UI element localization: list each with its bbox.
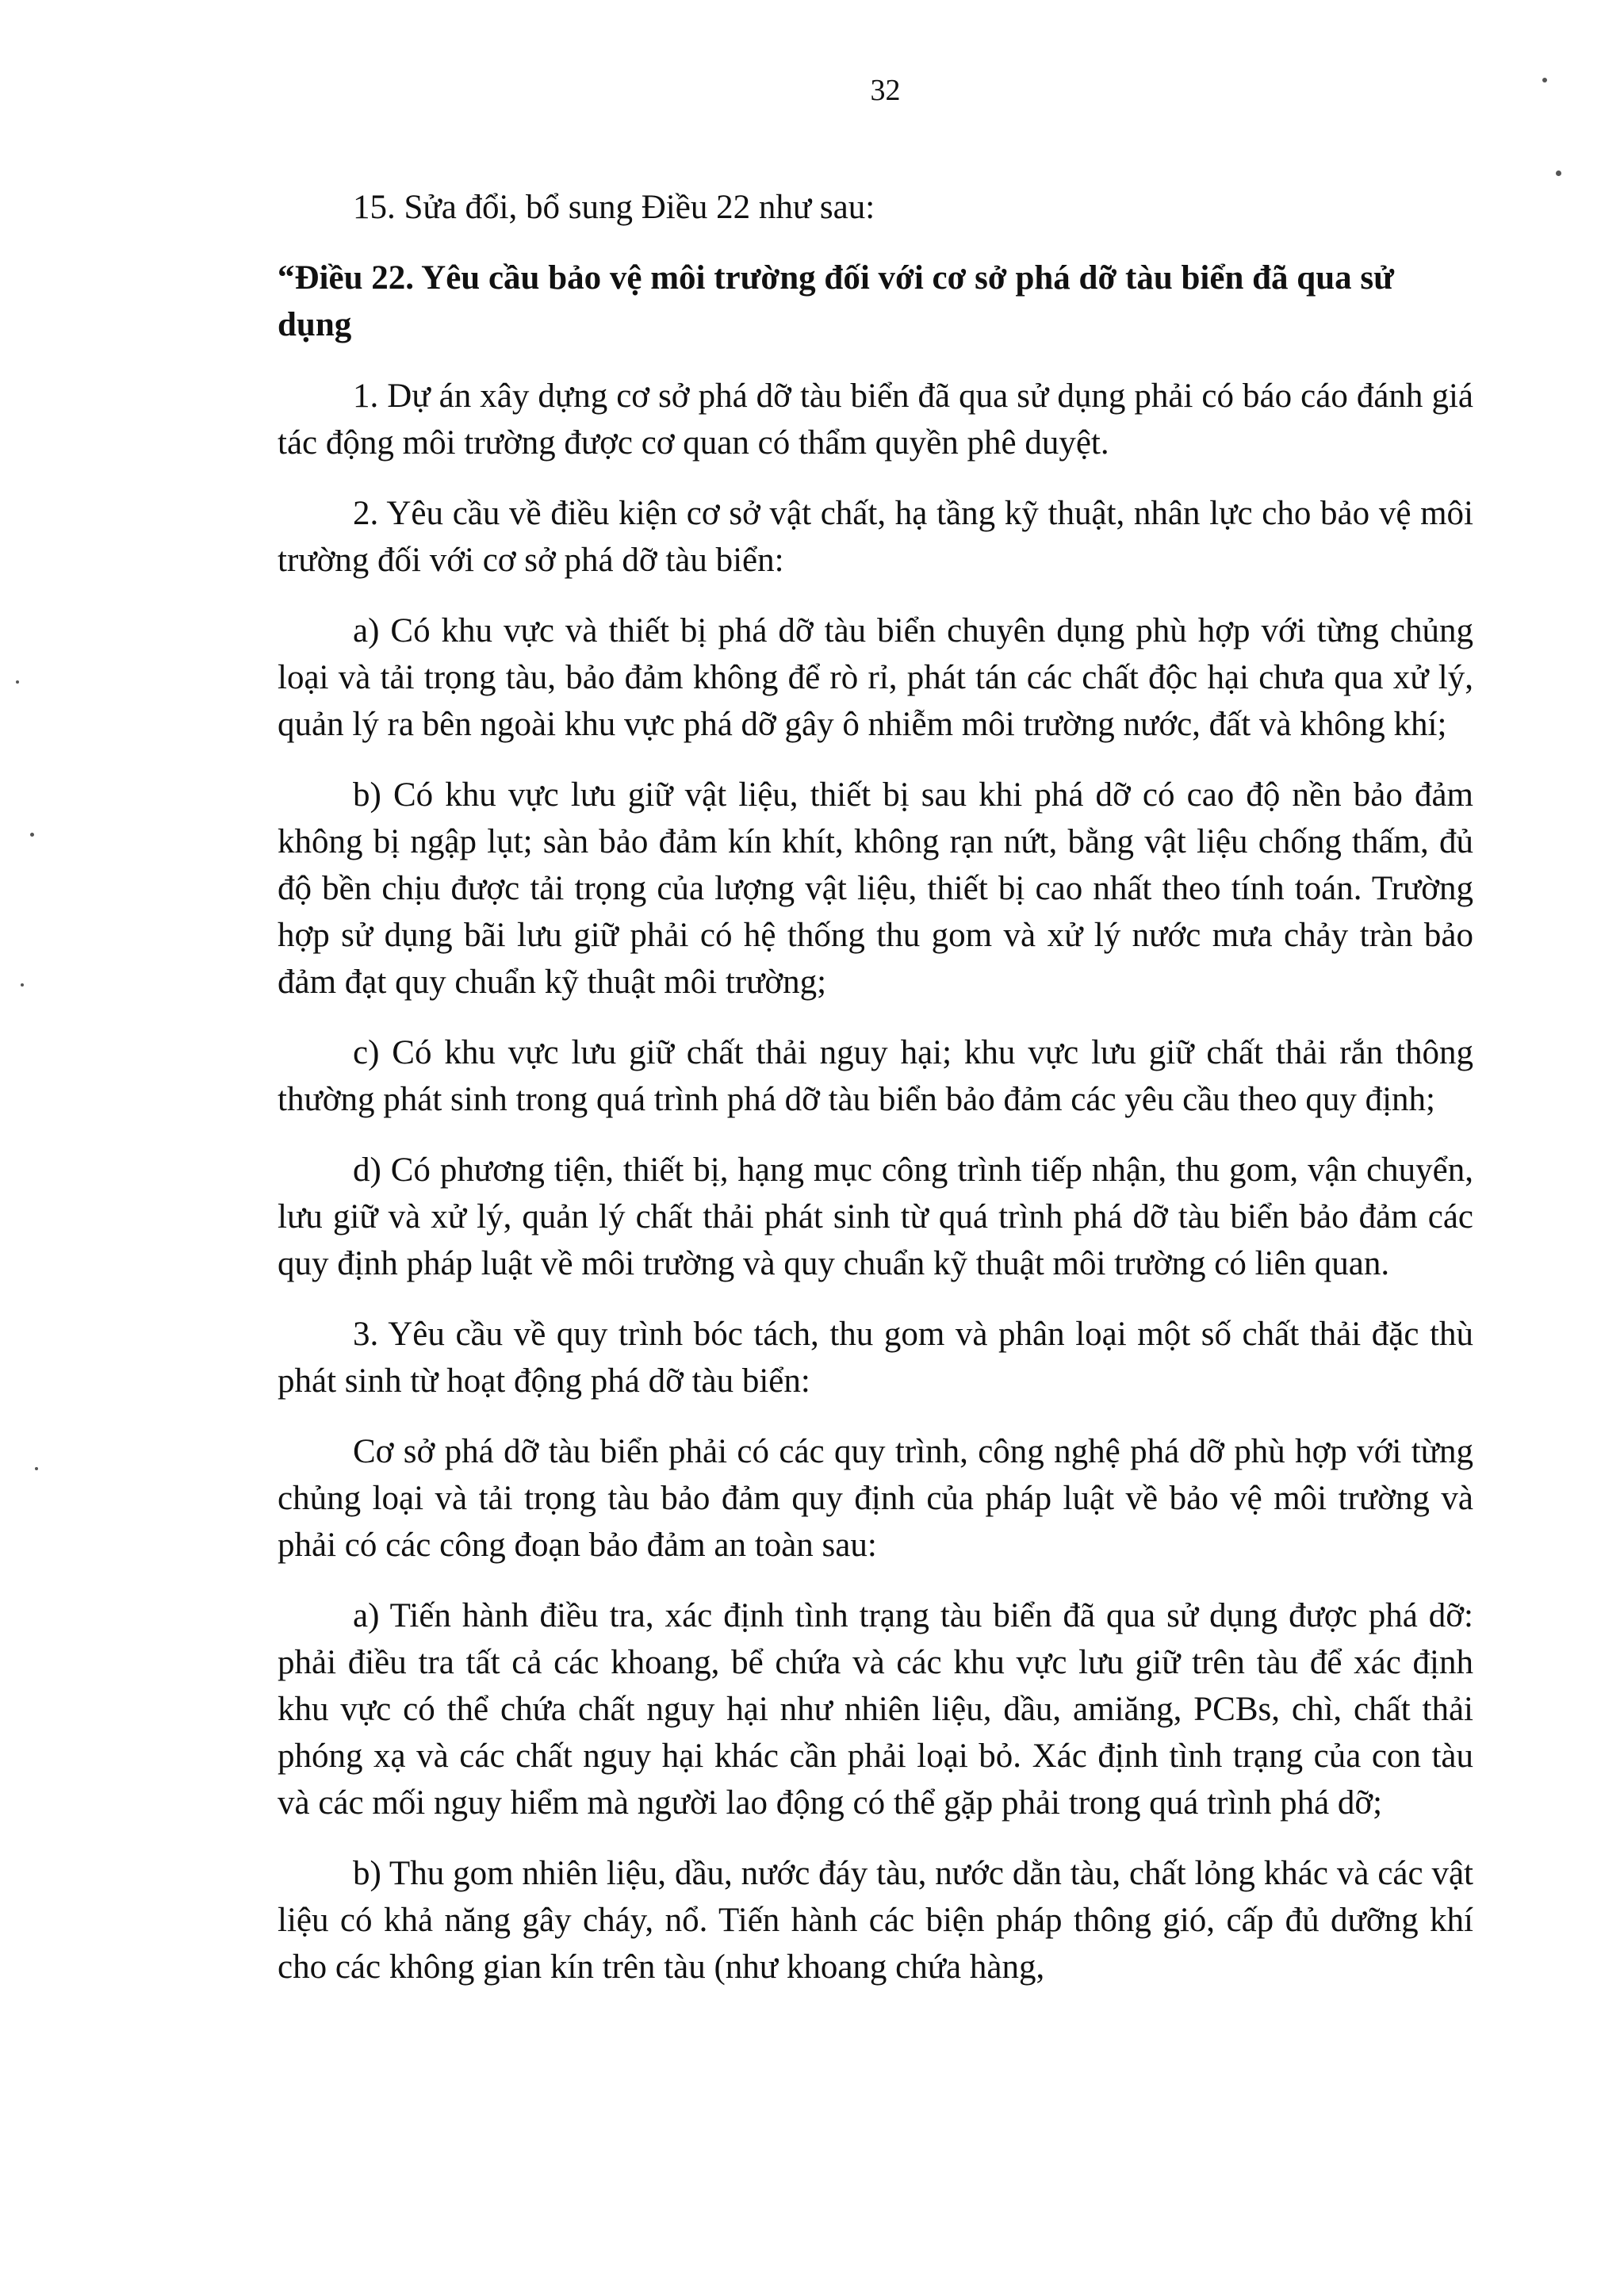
paragraph-clause-3a: a) Tiến hành điều tra, xác định tình trạng tàu biển đã qua sử dụng được phá dỡ: phải điều tra tất cả các khoang, bể chứa và các khu vực lưu giữ trên tàu để xác định khu vực có thể chứa chất nguy hại như nhiên liệu, dầu, amiăng, PCBs, chì, chất thải phóng xạ và các chất nguy hại khác cần phải loại bỏ. Xác định tình trạng của con tàu và các mối nguy hiểm mà người lao động có thể gặp phải trong quá trình phá dỡ;	[278, 1597, 1473, 1822]
paragraph-amendment-15: 15. Sửa đổi, bổ sung Điều 22 như sau:	[353, 189, 875, 226]
scan-speck	[35, 1467, 38, 1470]
scan-speck	[21, 983, 24, 987]
paragraph-clause-3-intro: Cơ sở phá dỡ tàu biển phải có các quy trình, công nghệ phá dỡ phù hợp với từng chủng loại và tải trọng tàu bảo đảm quy định của pháp luật về bảo vệ môi trường và phải có các công đoạn bảo đảm an toàn sau:	[278, 1433, 1473, 1564]
paragraph-clause-3b: b) Thu gom nhiên liệu, dầu, nước đáy tàu, nước dằn tàu, chất lỏng khác và các vật liệu có khả năng gây cháy, nổ. Tiến hành các biện pháp thông gió, cấp đủ dưỡng khí cho các không gian kín trên tàu (như khoang chứa hàng,	[278, 1855, 1473, 1986]
paragraph-clause-2c: c) Có khu vực lưu giữ chất thải nguy hại; khu vực lưu giữ chất thải rắn thông thường phát sinh trong quá trình phá dỡ tàu biển bảo đảm các yêu cầu theo quy định;	[278, 1034, 1473, 1118]
paragraph-clause-2: 2. Yêu cầu về điều kiện cơ sở vật chất, hạ tầng kỹ thuật, nhân lực cho bảo vệ môi trường đối với cơ sở phá dỡ tàu biển:	[278, 495, 1473, 579]
document-body	[278, 184, 1473, 1990]
paragraph-clause-2a: a) Có khu vực và thiết bị phá dỡ tàu biển chuyên dụng phù hợp với từng chủng loại và tải trọng tàu, bảo đảm không để rò rỉ, phát tán các chất độc hại chưa qua xử lý, quản lý ra bên ngoài khu vực phá dỡ gây ô nhiễm môi trường nước, đất và không khí;	[278, 612, 1473, 743]
paragraph-clause-2d: d) Có phương tiện, thiết bị, hạng mục công trình tiếp nhận, thu gom, vận chuyển, lưu giữ và xử lý, quản lý chất thải phát sinh từ quá trình phá dỡ tàu biển bảo đảm các quy định pháp luật về môi trường và quy chuẩn kỹ thuật môi trường có liên quan.	[278, 1151, 1473, 1282]
paragraph-clause-1: 1. Dự án xây dựng cơ sở phá dỡ tàu biển đã qua sử dụng phải có báo cáo đánh giá tác động môi trường được cơ quan có thẩm quyền phê duyệt.	[278, 377, 1473, 462]
scan-speck	[1556, 170, 1561, 176]
page-number: 32	[870, 74, 901, 107]
paragraph-clause-3: 3. Yêu cầu về quy trình bóc tách, thu gom và phân loại một số chất thải đặc thù phát sinh từ hoạt động phá dỡ tàu biển:	[278, 1316, 1473, 1400]
paragraph-clause-2b: b) Có khu vực lưu giữ vật liệu, thiết bị sau khi phá dỡ có cao độ nền bảo đảm không bị ngập lụt; sàn bảo đảm kín khít, không rạn nứt, bằng vật liệu chống thấm, đủ độ bền chịu được tải trọng của lượng vật liệu, thiết bị cao nhất theo tính toán. Trường hợp sử dụng bãi lưu giữ phải có hệ thống thu gom và xử lý nước mưa chảy tràn bảo đảm đạt quy chuẩn kỹ thuật môi trường;	[278, 776, 1473, 1001]
scan-speck	[16, 680, 19, 684]
article-22-title: “Điều 22. Yêu cầu bảo vệ môi trường đối với cơ sở phá dỡ tàu biển đã qua sử dụng	[278, 259, 1394, 343]
scan-speck	[30, 833, 34, 837]
scan-speck	[1542, 78, 1547, 82]
